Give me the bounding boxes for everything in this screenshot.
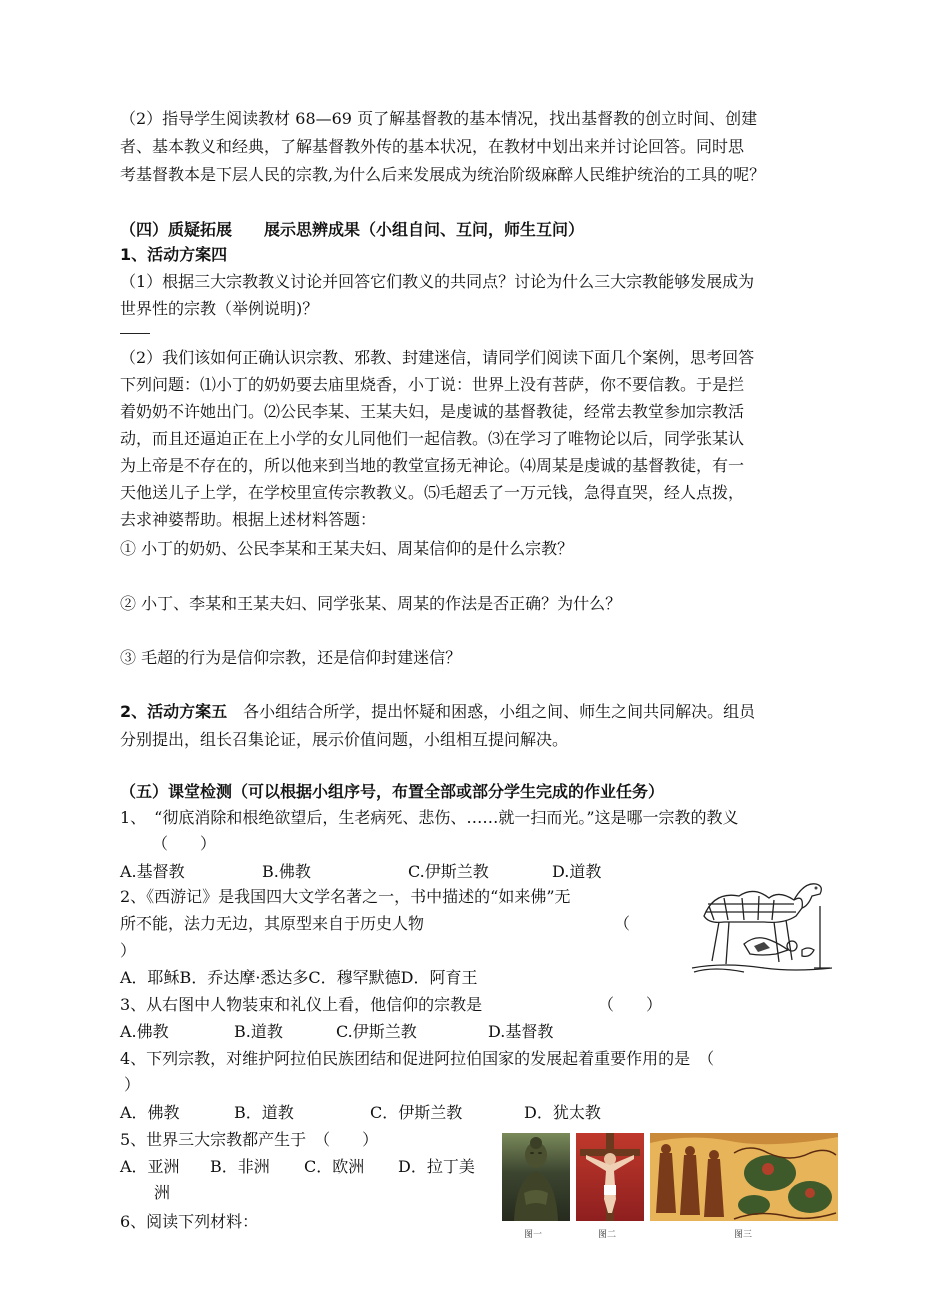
answer-paren: （ [614, 914, 631, 933]
sub-question: ② 小丁、李某和王某夫妇、同学张某、周某的作法是否正确？为什么？ [120, 594, 622, 613]
answer-paren: （ ） [598, 995, 663, 1014]
sub-question: ③ 毛超的行为是信仰宗教，还是信仰封建迷信？ [120, 648, 462, 667]
question-line: 2、《西游记》是我国四大文学名著之一，书中描述的“如来佛”无 [120, 887, 571, 906]
crucifix-image [576, 1133, 644, 1221]
question-line: 去求神婆帮助。根据上述材料答题： [120, 510, 377, 529]
option: C．伊斯兰教 [370, 1103, 463, 1122]
activity-title: 1、活动方案四 [120, 245, 228, 264]
sub-question: ① 小丁的奶奶、公民李某和王某夫妇、周某信仰的是什么宗教？ [120, 539, 574, 558]
question-line: 4、下列宗教，对维护阿拉伯民族团结和促进阿拉伯国家的发展起着重要作用的是 （ [120, 1049, 715, 1068]
option: C．欧洲 [304, 1157, 365, 1176]
activity-text: 分别提出，组长召集论证，展示价值问题，小组相互提问解决。 [120, 730, 569, 749]
activity-five-line [120, 701, 755, 723]
option-wrap: 洲 [154, 1183, 171, 1202]
question-line: 5、世界三大宗教都产生于 （ ） [120, 1130, 379, 1149]
question-line: （2）我们该如何正确认识宗教、邪教、封建迷信，请同学们阅读下面几个案例，思考回答 [120, 348, 755, 367]
buddha-statue-image [502, 1133, 570, 1221]
question-line: 为上帝是不存在的，所以他来到当地的教堂宣扬无神论。⑷周某是虔诚的基督教徒，有一 [120, 456, 745, 475]
option: C.伊斯兰教 [408, 862, 489, 881]
question-line: 3、从右图中人物装束和礼仪上看，他信仰的宗教是 [120, 995, 483, 1014]
option: B.道教 [234, 1022, 283, 1041]
question-line: 动，而且还逼迫正在上小学的女儿同他们一起信教。⑶在学习了唯物论以后，同学张某认 [120, 429, 745, 448]
question-line: 1、 “彻底消除和根绝欲望后，生老病死、悲伤、……就一扫而光。”这是哪一宗教的教义 [120, 808, 739, 827]
question-line: （1）根据三大宗教教义讨论并回答它们教义的共同点？讨论为什么三大宗教能够发展成为 [120, 272, 755, 291]
question-line: 天他送儿子上学，在学校里宣传宗教教义。⑸毛超丢了一万元钱，急得直哭，经人点拨， [120, 483, 745, 502]
image-caption: 图二 [598, 1230, 617, 1240]
option: A.基督教 [120, 862, 185, 881]
paragraph-line: 考基督教本是下层人民的宗教,为什么后来发展成为统治阶级麻醉人民维护统治的工具的呢？ [120, 165, 766, 184]
option: B．道教 [234, 1103, 294, 1122]
answer-paren: ） [124, 1075, 141, 1094]
question-line: 下列问题：⑴小丁的奶奶要去庙里烧香，小丁说：世界上没有菩萨，你不要信教。于是拦 [120, 375, 745, 394]
option: D.基督教 [488, 1022, 554, 1041]
camel-prayer-illustration [684, 876, 836, 976]
section-heading: （四）质疑拓展 展示思辨成果（小组自问、互问，师生互问） [120, 220, 585, 239]
paragraph-line: 者、基本教义和经典，了解基督教外传的基本状况，在教材中划出来并讨论回答。同时思 [120, 137, 745, 156]
option: D．拉丁美 [398, 1157, 475, 1176]
image-caption: 图一 [524, 1230, 543, 1240]
answer-rule [120, 333, 150, 334]
question-line: 世界性的宗教（举例说明)？ [120, 299, 319, 318]
option: A.佛教 [120, 1022, 169, 1041]
answer-paren: ） [120, 941, 137, 960]
answer-paren: （ ） [152, 834, 217, 853]
option: B.佛教 [262, 862, 311, 881]
section-heading: （五）课堂检测（可以根据小组序号，布置全部或部分学生完成的作业任务） [120, 782, 665, 801]
question-line: 6、阅读下列材料： [120, 1212, 259, 1231]
image-caption: 图三 [734, 1230, 753, 1240]
question-line: 着奶奶不许她出门。⑵公民李某、王某夫妇，是虔诚的基督教徒，经常去教堂参加宗教活 [120, 402, 745, 421]
option: D.道教 [552, 862, 602, 881]
option-line: A．耶稣B．乔达摩·悉达多C．穆罕默德D．阿育王 [120, 968, 478, 987]
option: D．犹太教 [524, 1103, 601, 1122]
option: C.伊斯兰教 [336, 1022, 417, 1041]
activity-title: 2、活动方案五 [120, 702, 228, 721]
option: B．非洲 [210, 1157, 270, 1176]
paragraph-line: （2）指导学生阅读教材 68—69 页了解基督教的基本情况，找出基督教的创立时间、创建 [120, 109, 758, 128]
option: A．佛教 [120, 1103, 180, 1122]
question-line: 所不能，法力无边，其原型来自于历史人物 [120, 914, 425, 933]
mural-painting-image [650, 1133, 838, 1221]
option: A．亚洲 [120, 1157, 180, 1176]
activity-text: 各小组结合所学，提出怀疑和困惑，小组之间、师生之间共同解决。组员 [227, 702, 756, 721]
